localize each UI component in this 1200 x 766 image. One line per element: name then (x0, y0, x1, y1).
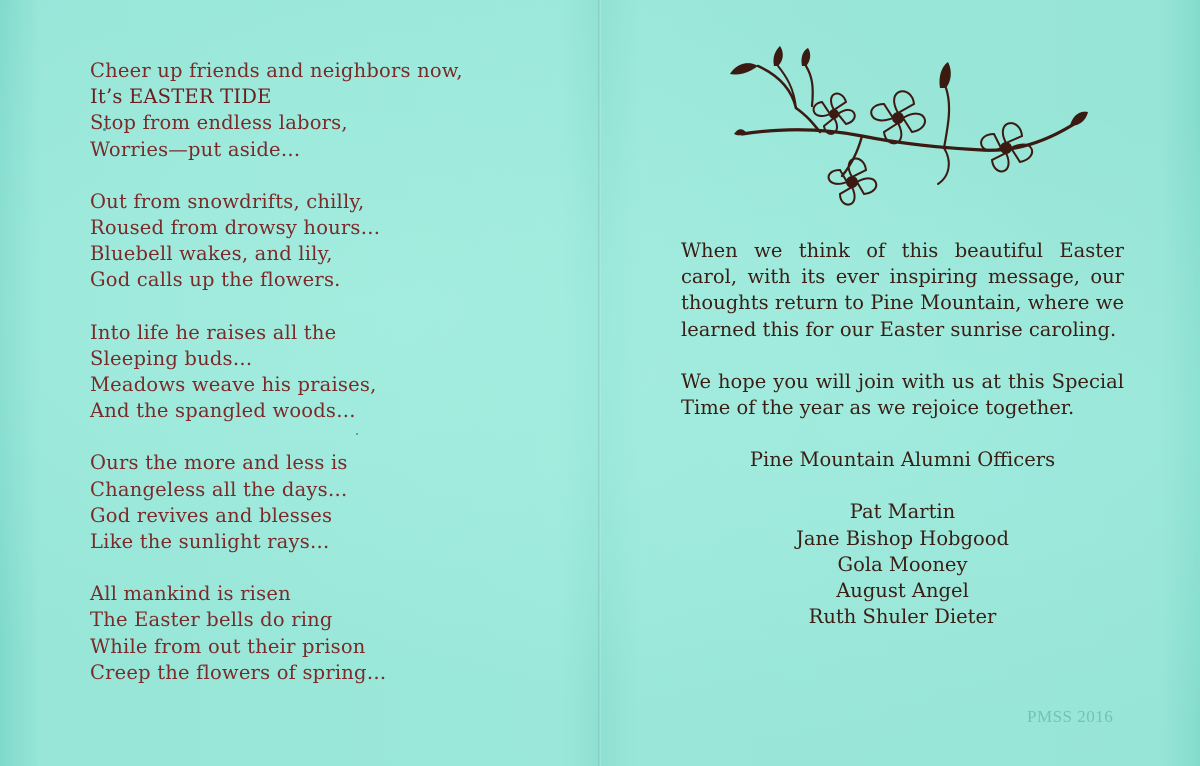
poem-line: Cheer up friends and neighbors now, (90, 59, 463, 82)
officer-name: Pat Martin (849, 500, 956, 524)
poem-line: And the spangled woods… (90, 399, 356, 423)
stanza-4 (90, 450, 560, 555)
poem-line: God calls up the flowers. (90, 268, 341, 292)
officer-name: Gola Mooney (837, 552, 968, 576)
poem-line: Into life he raises all the (90, 320, 337, 344)
poem-line: Worries—put aside… (90, 137, 301, 161)
message-paragraph-2: We hope you will join with us at this Special Time of the year as we rejoice together. (681, 369, 1124, 420)
poem-line: Bluebell wakes, and lily, (90, 242, 333, 266)
poem-line: Changeless all the days… (90, 477, 348, 501)
poem-line: Like the sunlight rays… (90, 530, 330, 554)
poem-line: God revives and blesses (90, 503, 333, 527)
poem-line: Sleeping buds… (90, 346, 253, 370)
stanza-2 (90, 189, 560, 294)
watermark: PMSS 2016 (1027, 707, 1114, 726)
signature-title: Pine Mountain Alumni Officers (749, 448, 1056, 472)
officer-name: Ruth Shuler Dieter (808, 605, 997, 629)
officer-name: Jane Bishop Hobgood (796, 526, 1009, 550)
poem-line: Creep the flowers of spring… (90, 660, 387, 684)
poem (90, 58, 560, 712)
message-panel (681, 238, 1124, 630)
poem-line: It’s EASTER TIDE (90, 85, 272, 109)
poem-line: Stop from endless labors, (90, 111, 348, 135)
card-fold (598, 0, 601, 766)
stanza-5 (90, 581, 560, 686)
stanza-3 (90, 320, 560, 425)
poem-line: Ours the more and less is (90, 451, 348, 475)
officer-names (681, 499, 1124, 630)
poem-line: While from out their prison (90, 634, 366, 658)
message-paragraph-1: When we think of this beautiful Easter carol, with its ever inspiring message, our thoughts return to Pine Mountain, where we learned this for our Easter sunrise caroling. (681, 239, 1124, 341)
stanza-1 (90, 58, 560, 163)
poem-line: Roused from drowsy hours… (90, 216, 381, 240)
poem-line: All mankind is risen (90, 582, 291, 606)
poem-line: Out from snowdrifts, chilly, (90, 189, 365, 213)
dogwood-branch-icon (712, 36, 1092, 221)
officer-name: August Angel (836, 579, 969, 603)
poem-line: The Easter bells do ring (90, 608, 333, 632)
poem-line: Meadows weave his praises, (90, 373, 377, 397)
